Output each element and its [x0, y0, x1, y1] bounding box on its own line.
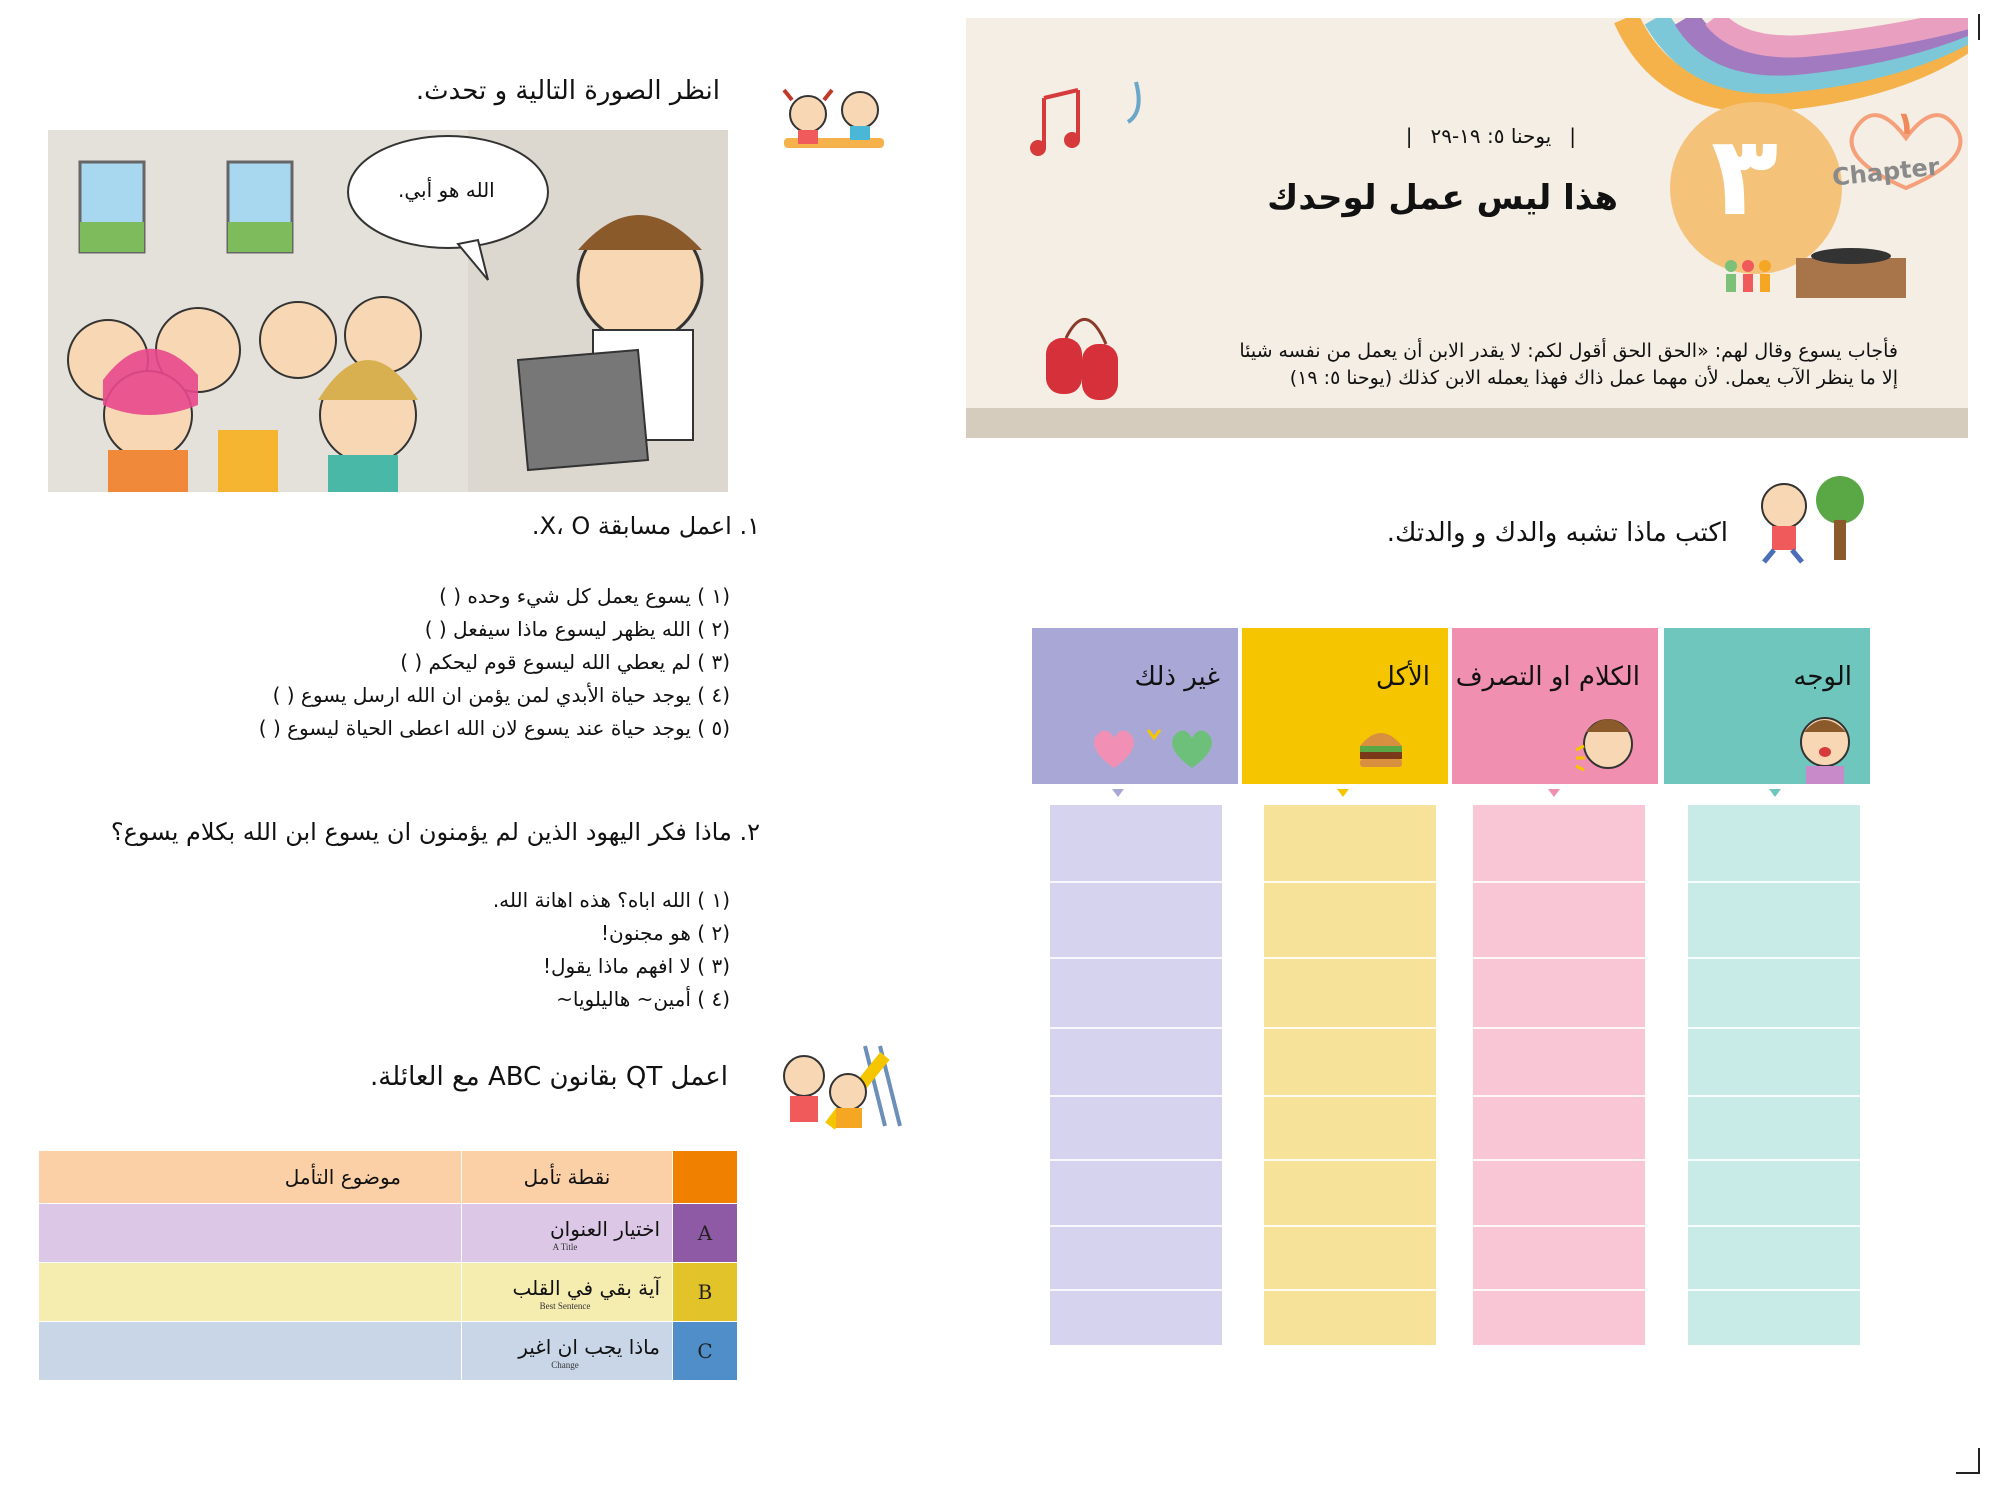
quiz2-item: (٤ ) أمين~ هاليلويا~ [556, 987, 730, 1011]
quiz1-list [259, 580, 730, 745]
abc-answer-b[interactable] [39, 1263, 462, 1322]
writing-strip-other[interactable] [1050, 805, 1222, 1345]
abc-row-c [39, 1322, 738, 1381]
arrow-icon [1112, 789, 1124, 797]
heart-number: ١ [1896, 104, 1916, 142]
column-header-speech [1452, 628, 1658, 784]
kids-seesaw-illustration [774, 80, 898, 172]
abc-table [38, 1150, 738, 1381]
verse-line-2: إلا ما ينظر الآب يعمل. لأن مهما عمل ذاك فهذا يعمله الابن كذلك (يوحنا ٥: ١٩) [1289, 367, 1898, 389]
abc-letter-a: A [673, 1204, 738, 1263]
quiz1-title: ١. اعمل مسابقة X، O. [531, 512, 760, 540]
ref-bar-left: | [1405, 124, 1413, 148]
abc-label-a-text: اختيار العنوان [549, 1217, 660, 1241]
abc-answer-a[interactable] [39, 1204, 462, 1263]
column-header-face [1664, 628, 1870, 784]
arrow-icon [1769, 789, 1781, 797]
comic-illustration [48, 130, 728, 492]
crop-mark [1956, 1472, 1980, 1474]
writing-strip-food[interactable] [1264, 805, 1436, 1345]
quiz1-item: (١ ) يسوع يعمل كل شيء وحده ( ) [439, 584, 730, 608]
look-instruction: انظر الصورة التالية و تحدث. [415, 76, 720, 106]
speech-bubble-text: الله هو أبي. [398, 178, 495, 202]
writing-strip-face[interactable] [1688, 805, 1860, 1345]
verse-line-1: فأجاب يسوع وقال لهم: «الحق الحق أقول لكم: لا يقدر الابن أن يعمل من نفسه شيئا [1239, 340, 1898, 362]
abc-letter-c: C [673, 1322, 738, 1381]
quiz2-item: (١ ) الله اباه؟ هذه اهانة الله. [492, 888, 730, 912]
chapter-banner [966, 18, 1968, 438]
crop-mark [1978, 1448, 1980, 1474]
abc-header-topic: موضوع التأمل [39, 1151, 462, 1204]
reference-text: يوحنا ٥: ١٩-٢٩ [1430, 124, 1552, 148]
burger-icon [1356, 724, 1406, 772]
quiz2-item: (٣ ) لا افهم ماذا يقول! [542, 954, 730, 978]
arrow-icon [1548, 789, 1560, 797]
abc-label-b-text: آية بقي في القلب [512, 1276, 660, 1300]
writing-strip-speech[interactable] [1473, 805, 1645, 1345]
abc-label-a-sub: A Title [552, 1242, 578, 1252]
column-header-other [1032, 628, 1238, 784]
qt-instruction: اعمل QT بقانون ABC مع العائلة. [370, 1062, 728, 1092]
kids-slide-illustration [770, 1036, 904, 1136]
column-label-food: الأكل [1375, 662, 1430, 692]
column-label-face: الوجه [1793, 662, 1852, 692]
ref-bar-right: | [1569, 124, 1576, 148]
bible-verse [1128, 338, 1898, 392]
chapter-reference [1406, 124, 1576, 148]
quiz1-item: (٥ ) يوجد حياة عند يسوع لان الله اعطى الحياة ليسوع ( ) [258, 716, 730, 740]
hearts-icon [1088, 724, 1218, 772]
crop-mark [1978, 14, 1980, 40]
column-label-speech: الكلام او التصرف [1455, 662, 1640, 692]
quiz2-title: ٢. ماذا فكر اليهود الذين لم يؤمنون ان يسوع ابن الله بكلام يسوع؟ [110, 818, 760, 846]
chapter-title: هذا ليس عمل لوحدك [1267, 178, 1618, 218]
abc-answer-c[interactable] [39, 1322, 462, 1381]
quiz2-list [493, 884, 730, 1016]
abc-label-b [462, 1263, 673, 1322]
abc-header-point: نقطة تأمل [462, 1151, 673, 1204]
quiz2-item: (٢ ) هو مجنون! [600, 921, 730, 945]
abc-label-b-sub: Best Sentence [539, 1301, 591, 1311]
abc-corner-cell [673, 1151, 738, 1204]
abc-row-b [39, 1263, 738, 1322]
smiling-kid-icon [1794, 712, 1856, 784]
abc-label-c [462, 1322, 673, 1381]
quiz1-item: (٤ ) يوجد حياة الأبدي لمن يؤمن ان الله ارسل يسوع ( ) [272, 683, 730, 707]
column-header-food [1242, 628, 1448, 784]
quiz1-item: (٢ ) الله يظهر ليسوع ماذا سيفعل ( ) [424, 617, 730, 641]
abc-label-a [462, 1204, 673, 1263]
chapter-number: ٣ [1711, 112, 1779, 240]
abc-header-row [39, 1151, 738, 1204]
chapter-label: Chapter [1830, 152, 1941, 192]
column-label-other: غير ذلك [1134, 662, 1220, 692]
abc-label-c-sub: Change [551, 1360, 579, 1370]
abc-row-a [39, 1204, 738, 1263]
abc-letter-b: B [673, 1263, 738, 1322]
arrow-icon [1337, 789, 1349, 797]
write-instruction: اكتب ماذا تشبه والدك و والدتك. [1386, 518, 1728, 548]
talking-kid-icon [1572, 710, 1642, 780]
quiz1-item: (٣ ) لم يعطي الله ليسوع قوم ليحكم ( ) [400, 650, 730, 674]
abc-label-c-text: ماذا يجب ان اغير [518, 1335, 660, 1359]
kid-tree-illustration [1738, 470, 1868, 566]
